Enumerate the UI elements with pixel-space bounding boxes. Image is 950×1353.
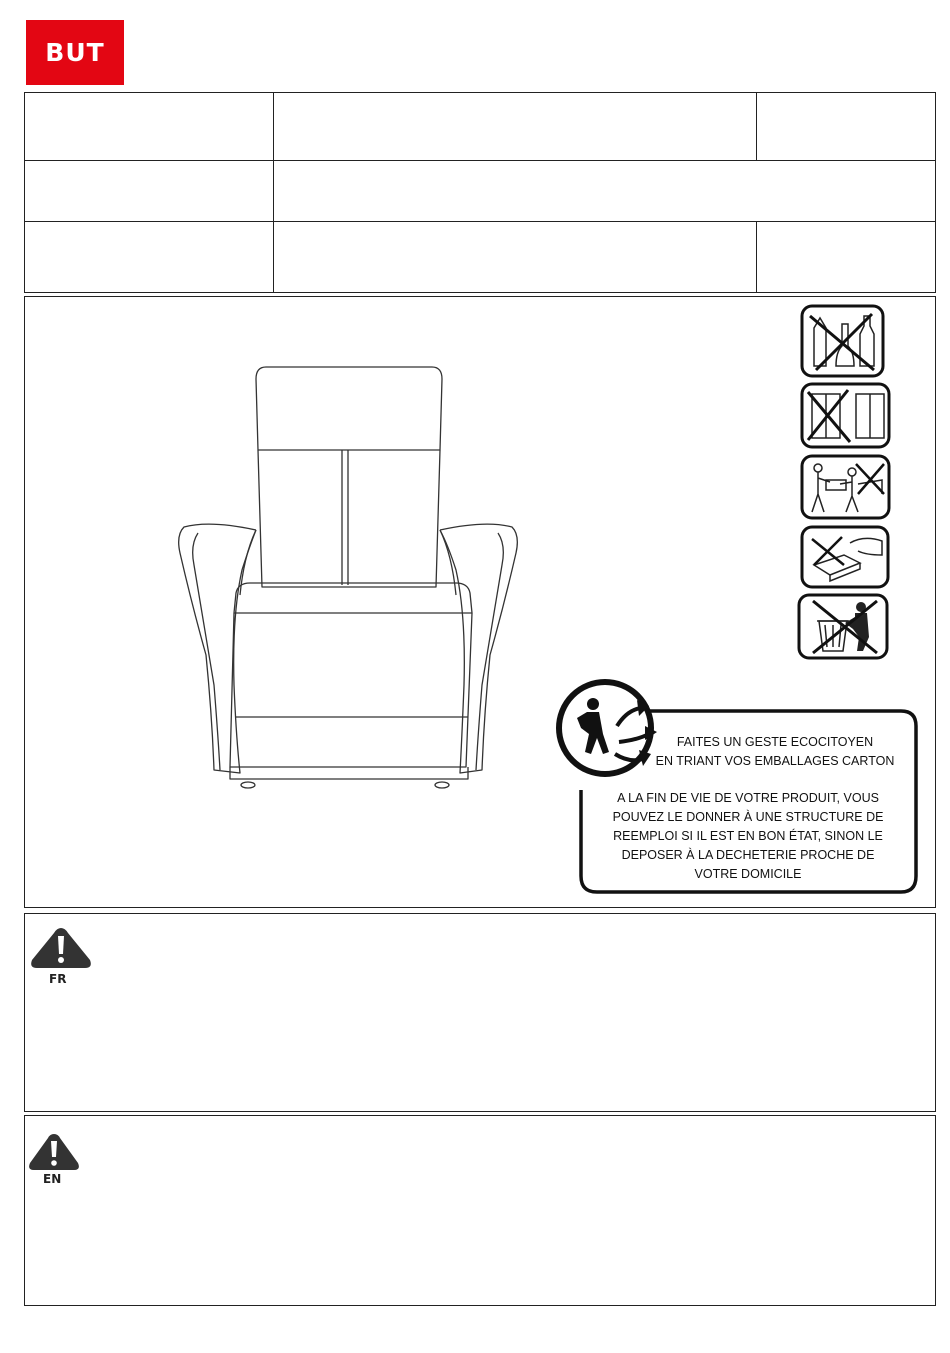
- eco-line-1: FAITES UN GESTE ECOCITOYEN: [676, 735, 874, 749]
- no-trash-icon: [797, 593, 889, 660]
- brand-logo: [26, 20, 124, 85]
- header-table: [24, 92, 936, 293]
- no-storage-near-doors-icon: [800, 382, 891, 449]
- two-person-handling-icon: [800, 454, 891, 520]
- eco-line-2: EN TRIANT VOS EMBALLAGES CARTON: [655, 754, 895, 768]
- warning-lang-fr: FR: [49, 972, 67, 986]
- eco-eol-line-1: A LA FIN DE VIE DE VOTRE PRODUIT, VOUS: [617, 791, 879, 805]
- eco-end-of-life-message: [597, 789, 899, 884]
- eco-eol-line-3: REEMPLOI SI IL EST EN BON ÉTAT, SINON LE: [613, 829, 883, 843]
- no-sharp-objects-icon: [800, 525, 890, 589]
- warning-panel-en: [24, 1115, 936, 1306]
- eco-eol-line-5: VOTRE DOMICILE: [694, 867, 802, 881]
- recliner-armchair-icon: [170, 355, 530, 795]
- eco-sort-message: [640, 733, 910, 771]
- brand-logo-text: BUT: [45, 38, 105, 67]
- warning-panel-fr: [24, 913, 936, 1112]
- no-chemical-cleaners-icon: [800, 304, 885, 378]
- warning-icon: [29, 926, 93, 970]
- warning-lang-en: EN: [43, 1172, 62, 1186]
- eco-eol-line-2: POUVEZ LE DONNER À UNE STRUCTURE DE: [612, 810, 884, 824]
- warning-icon: [27, 1132, 81, 1172]
- eco-eol-line-4: DEPOSER À LA DECHETERIE PROCHE DE: [621, 848, 875, 862]
